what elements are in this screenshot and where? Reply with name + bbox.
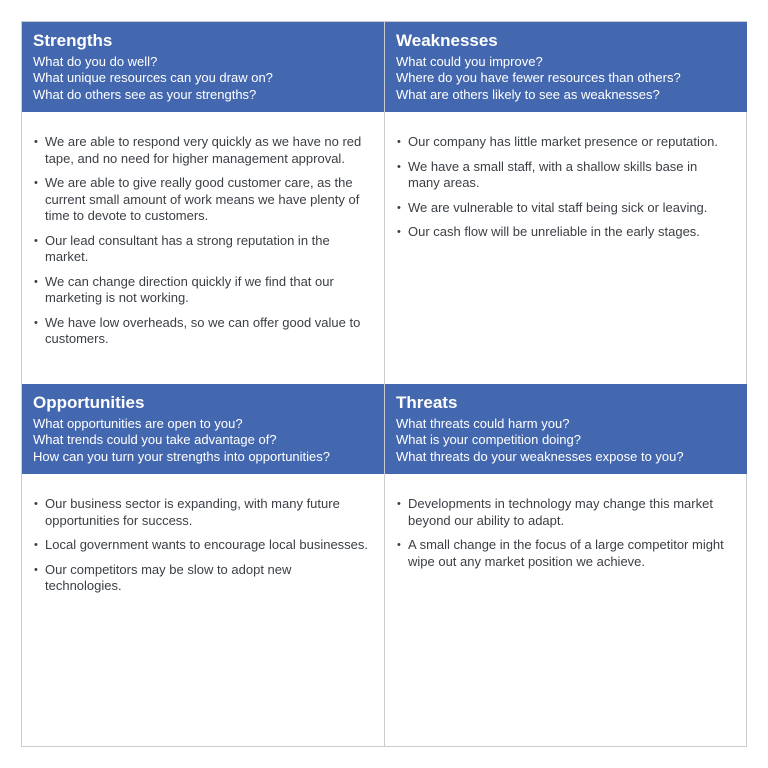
- list-item: [34, 274, 370, 307]
- threats-question: What threats do your weaknesses expose to you?: [396, 448, 684, 464]
- strengths-header: [22, 22, 384, 112]
- list-item: [397, 134, 733, 151]
- list-item-text: We have a small staff, with a shallow skills base in many areas.: [408, 158, 698, 190]
- list-item: [34, 315, 370, 348]
- weaknesses-body: [385, 112, 747, 241]
- opportunities-title: Opportunities: [33, 393, 145, 412]
- list-item-text: Developments in technology may change this market beyond our ability to adapt.: [408, 496, 713, 528]
- bullet-icon: •: [397, 226, 401, 238]
- weaknesses-header: [385, 22, 747, 112]
- list-item: [34, 496, 370, 529]
- bullet-icon: •: [34, 136, 38, 148]
- bullet-icon: •: [34, 177, 38, 189]
- threats-header: [385, 384, 747, 474]
- list-item: [397, 496, 733, 529]
- list-item-text: Our cash flow will be unreliable in the early stages.: [408, 224, 700, 239]
- strengths-title: Strengths: [33, 31, 113, 50]
- swot-grid: [21, 21, 747, 747]
- strengths-body: [22, 112, 384, 348]
- threats-question: What threats could harm you?: [396, 416, 570, 431]
- strengths-question: What do you do well?: [33, 54, 158, 69]
- list-item-text: Our competitors may be slow to adopt new technologies.: [45, 561, 292, 593]
- list-item-text: We are able to respond very quickly as we have no red tape, and no need for higher management approval.: [45, 134, 362, 166]
- list-item-text: We can change direction quickly if we find that our marketing is not working.: [45, 273, 334, 305]
- list-item: [397, 200, 733, 217]
- list-item-text: Our company has little market presence or reputation.: [408, 134, 718, 149]
- list-item: [34, 537, 370, 554]
- bullet-icon: •: [34, 498, 38, 510]
- bullet-icon: •: [34, 539, 38, 551]
- weaknesses-list: [397, 134, 733, 241]
- bullet-icon: •: [397, 539, 401, 551]
- threats-body: [385, 474, 747, 570]
- list-item: [397, 159, 733, 192]
- opportunities-body: [22, 474, 384, 595]
- list-item: [397, 224, 733, 241]
- opportunities-quadrant: [22, 384, 385, 746]
- strengths-list: [34, 134, 370, 348]
- opportunities-question: How can you turn your strengths into opportunities?: [33, 448, 331, 464]
- list-item-text: A small change in the focus of a large competitor might wipe out any market position we achieve.: [408, 537, 724, 569]
- list-item: [34, 562, 370, 595]
- threats-title: Threats: [396, 393, 458, 412]
- threats-question: What is your competition doing?: [396, 432, 581, 448]
- weaknesses-question: What are others likely to see as weaknesses?: [396, 86, 660, 102]
- bullet-icon: •: [34, 275, 38, 288]
- strengths-question: What unique resources can you draw on?: [33, 70, 273, 86]
- bullet-icon: •: [34, 316, 38, 329]
- opportunities-question: What trends could you take advantage of?: [33, 432, 277, 448]
- weaknesses-question: Where do you have fewer resources than others?: [396, 70, 681, 86]
- bullet-icon: •: [397, 136, 401, 148]
- list-item-text: Our lead consultant has a strong reputation in the market.: [45, 232, 330, 264]
- list-item-text: Local government wants to encourage local businesses.: [45, 537, 369, 552]
- bullet-icon: •: [397, 498, 401, 510]
- bullet-icon: •: [34, 563, 38, 576]
- bullet-icon: •: [34, 234, 38, 247]
- strengths-quadrant: [22, 22, 385, 384]
- threats-list: [397, 496, 733, 570]
- list-item-text: We are vulnerable to vital staff being sick or leaving.: [408, 199, 708, 215]
- weaknesses-question: What could you improve?: [396, 54, 543, 69]
- bullet-icon: •: [397, 201, 401, 214]
- list-item-text: We are able to give really good customer care, as the current small amount of work means we have plenty of time to devote to customers.: [45, 175, 360, 223]
- list-item-text: We have low overheads, so we can offer good value to customers.: [45, 314, 361, 346]
- weaknesses-quadrant: [385, 22, 747, 384]
- opportunities-list: [34, 496, 370, 595]
- list-item: [34, 175, 370, 225]
- list-item: [34, 233, 370, 266]
- strengths-question: What do others see as your strengths?: [33, 86, 257, 102]
- weaknesses-title: Weaknesses: [396, 31, 498, 50]
- opportunities-header: [22, 384, 384, 474]
- list-item: [34, 134, 370, 167]
- bullet-icon: •: [397, 160, 401, 173]
- list-item: [397, 537, 733, 570]
- threats-quadrant: [385, 384, 747, 746]
- opportunities-question: What opportunities are open to you?: [33, 416, 243, 431]
- list-item-text: Our business sector is expanding, with many future opportunities for success.: [45, 496, 340, 528]
